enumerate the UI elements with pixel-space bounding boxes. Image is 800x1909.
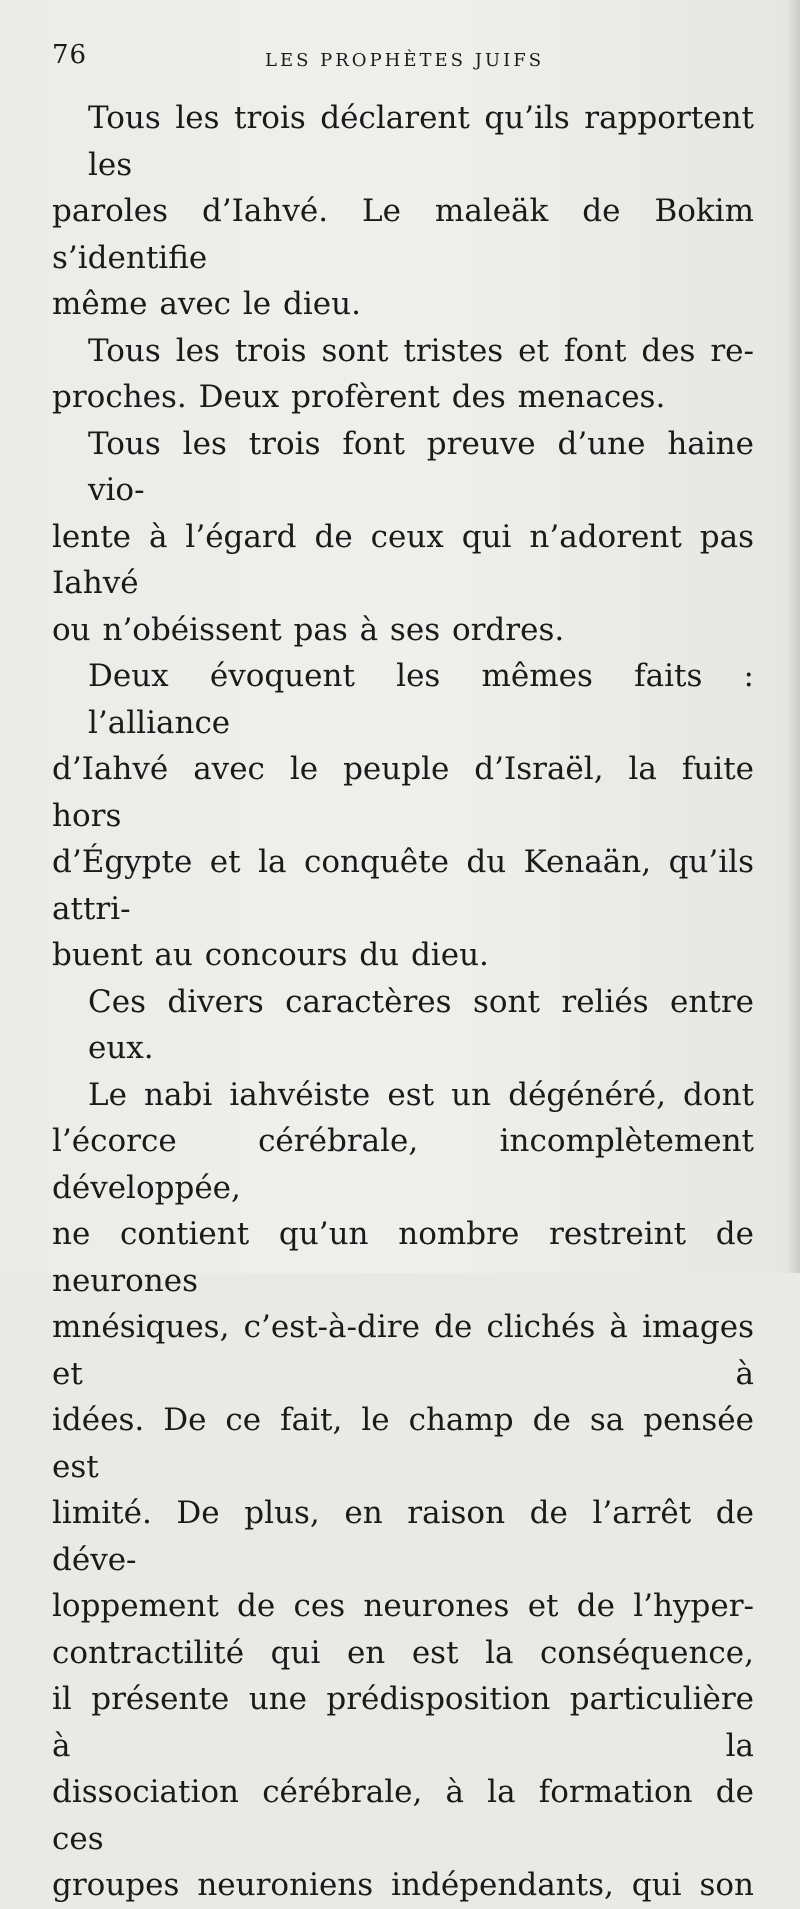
text-line: mnésiques, c’est-à-dire de clichés à images et à	[52, 1309, 754, 1392]
page-header	[52, 40, 752, 80]
text-line: groupes neuroniens indépendants, qui son	[52, 1867, 754, 1903]
paragraph-3	[52, 421, 754, 654]
text-line: Ces divers caractères sont reliés entre eux.	[88, 983, 754, 1066]
text-line: paroles d’Iahvé. Le maleäk de Bokim s’identifie	[52, 193, 754, 276]
text-line: loppement de ces neurones et de l’hyper-	[52, 1588, 754, 1624]
text-line: Tous les trois sont tristes et font des re-	[88, 332, 754, 369]
text-line: proches. Deux profèrent des menaces.	[52, 379, 666, 415]
text-line: buent au concours du dieu.	[52, 937, 489, 973]
text-line: dissociation cérébrale, à la formation de ces	[52, 1774, 754, 1857]
body-text	[52, 95, 754, 1909]
text-line: limité. De plus, en raison de l’arrêt de déve-	[52, 1495, 754, 1578]
text-line: Tous les trois déclarent qu’ils rapportent les	[88, 100, 754, 183]
text-line: Deux évoquent les mêmes faits : l’alliance	[88, 658, 754, 741]
text-line: Le nabi iahvéiste est un dégénéré, dont	[88, 1076, 754, 1113]
paragraph-6	[52, 1072, 754, 1909]
page-number: 76	[52, 40, 88, 70]
text-line: l’écorce cérébrale, incomplètement développée,	[52, 1123, 754, 1206]
text-line: d’Égypte et la conquête du Kenaän, qu’ils attri-	[52, 844, 754, 927]
paragraph-5	[52, 979, 754, 1072]
text-line: idées. De ce fait, le champ de sa pensée est	[52, 1402, 754, 1485]
paragraph-1	[52, 95, 754, 328]
text-line: ou n’obéissent pas à ses ordres.	[52, 611, 565, 648]
paragraph-2	[52, 328, 754, 421]
running-title: LES PROPHÈTES JUIFS	[265, 50, 545, 71]
text-line: même avec le dieu.	[52, 286, 361, 322]
paragraph-4	[52, 653, 754, 979]
text-line: contractilité qui en est la conséquence,	[52, 1634, 754, 1671]
text-line: lente à l’égard de ceux qui n’adorent pas Iahvé	[52, 518, 754, 601]
text-line: d’Iahvé avec le peuple d’Israël, la fuite hors	[52, 751, 754, 834]
text-line: ne contient qu’un nombre restreint de neurones	[52, 1216, 754, 1299]
text-line: Tous les trois font preuve d’une haine vio-	[88, 425, 754, 508]
text-line: il présente une prédisposition particulière à la	[52, 1681, 754, 1764]
page-edge-shadow	[786, 0, 800, 1273]
